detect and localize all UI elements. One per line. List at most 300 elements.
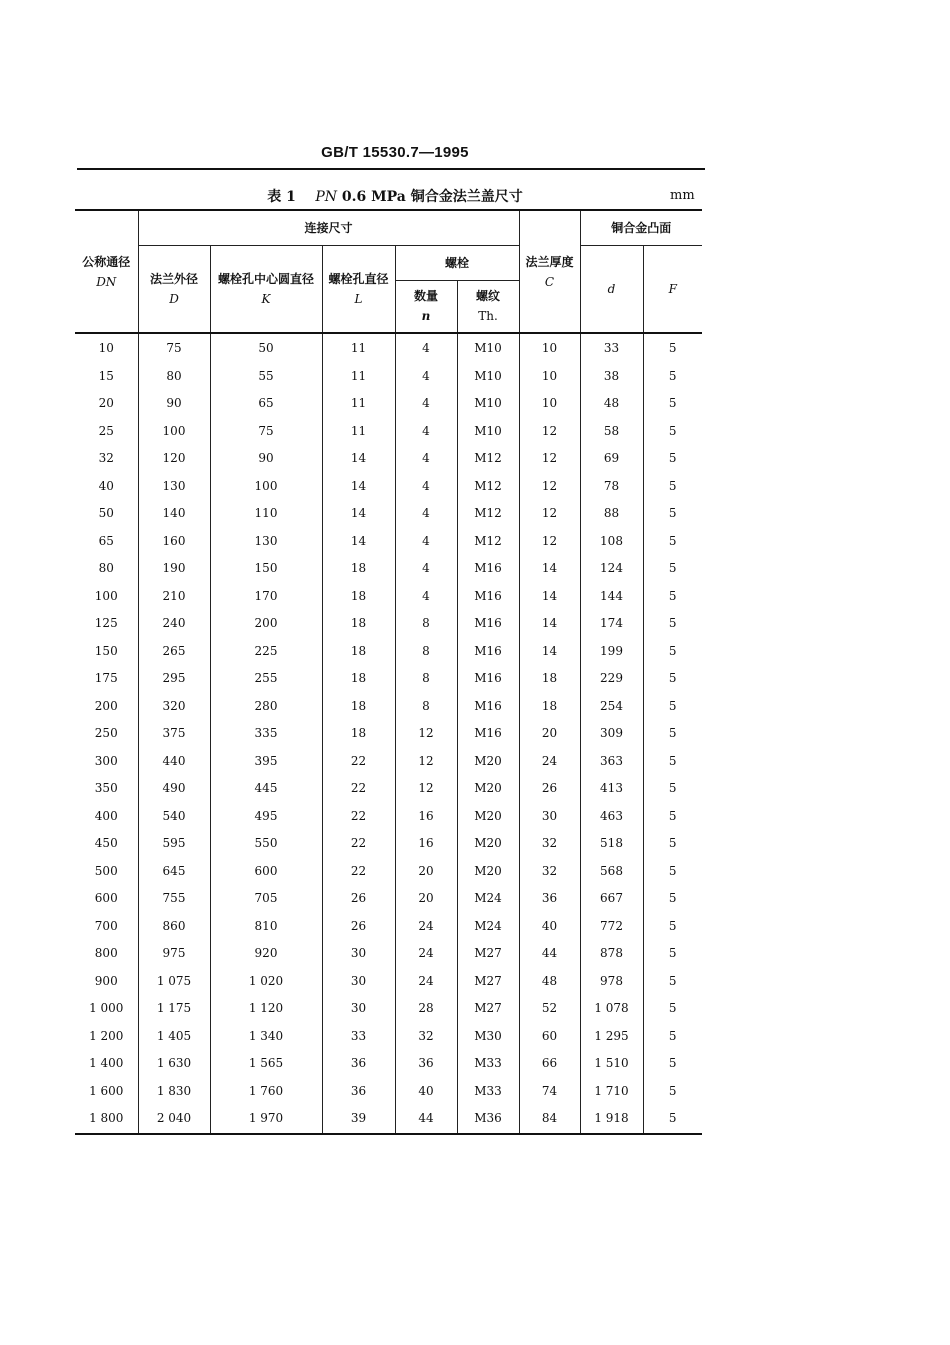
table-cell: 4 bbox=[395, 333, 457, 363]
table-cell: 2 040 bbox=[138, 1105, 210, 1134]
table-cell: 5 bbox=[643, 940, 702, 968]
table-cell: 88 bbox=[580, 500, 643, 528]
table-cell: 36 bbox=[519, 885, 580, 913]
header-rule bbox=[77, 168, 705, 170]
table-cell: 78 bbox=[580, 473, 643, 501]
table-cell: 66 bbox=[519, 1050, 580, 1078]
table-cell: 130 bbox=[210, 528, 322, 556]
table-cell: 160 bbox=[138, 528, 210, 556]
table-cell: 4 bbox=[395, 528, 457, 556]
header-outer-d: 法兰外径 D bbox=[138, 245, 210, 333]
table-cell: 5 bbox=[643, 638, 702, 666]
table-cell: 44 bbox=[395, 1105, 457, 1134]
table-cell: 860 bbox=[138, 913, 210, 941]
table-cell: 26 bbox=[322, 913, 395, 941]
table-cell: 18 bbox=[322, 638, 395, 666]
table-row bbox=[75, 1078, 702, 1106]
table-cell: M16 bbox=[457, 555, 519, 583]
table-cell: 22 bbox=[322, 803, 395, 831]
table-cell: 5 bbox=[643, 858, 702, 886]
table-row bbox=[75, 333, 702, 363]
table-cell: 363 bbox=[580, 748, 643, 776]
table-cell: 5 bbox=[643, 333, 702, 363]
table-cell: 400 bbox=[75, 803, 138, 831]
table-cell: 48 bbox=[580, 390, 643, 418]
header-connection: 连接尺寸 bbox=[138, 210, 519, 245]
table-cell: 39 bbox=[322, 1105, 395, 1134]
table-cell: 22 bbox=[322, 858, 395, 886]
table-cell: 5 bbox=[643, 803, 702, 831]
table-row bbox=[75, 995, 702, 1023]
table-cell: 10 bbox=[519, 363, 580, 391]
table-cell: 1 565 bbox=[210, 1050, 322, 1078]
table-cell: 28 bbox=[395, 995, 457, 1023]
table-cell: 5 bbox=[643, 445, 702, 473]
table-cell: 495 bbox=[210, 803, 322, 831]
table-cell: 124 bbox=[580, 555, 643, 583]
table-cell: 550 bbox=[210, 830, 322, 858]
table-row bbox=[75, 363, 702, 391]
table-cell: 5 bbox=[643, 913, 702, 941]
table-body bbox=[75, 333, 702, 1134]
table-cell: 450 bbox=[75, 830, 138, 858]
table-cell: 5 bbox=[643, 665, 702, 693]
table-cell: 175 bbox=[75, 665, 138, 693]
table-cell: 4 bbox=[395, 500, 457, 528]
table-cell: 5 bbox=[643, 528, 702, 556]
table-cell: 90 bbox=[138, 390, 210, 418]
table-cell: 12 bbox=[395, 748, 457, 776]
header-bolt-hole: 螺栓孔直径 L bbox=[322, 245, 395, 333]
table-cell: 199 bbox=[580, 638, 643, 666]
table-row bbox=[75, 528, 702, 556]
table-cell: M10 bbox=[457, 333, 519, 363]
header-bolt-circle: 螺栓孔中心圆直径 K bbox=[210, 245, 322, 333]
table-row bbox=[75, 445, 702, 473]
table-cell: 225 bbox=[210, 638, 322, 666]
table-row bbox=[75, 830, 702, 858]
table-cell: 120 bbox=[138, 445, 210, 473]
header-thread: 螺纹 Th. bbox=[457, 280, 519, 333]
table-row bbox=[75, 665, 702, 693]
table-row bbox=[75, 968, 702, 996]
table-cell: 900 bbox=[75, 968, 138, 996]
table-row bbox=[75, 1023, 702, 1051]
table-cell: M30 bbox=[457, 1023, 519, 1051]
table-cell: 36 bbox=[322, 1050, 395, 1078]
table-cell: 1 710 bbox=[580, 1078, 643, 1106]
table-cell: 5 bbox=[643, 1105, 702, 1134]
table-cell: 200 bbox=[75, 693, 138, 721]
table-cell: M20 bbox=[457, 803, 519, 831]
table-row bbox=[75, 913, 702, 941]
table-row bbox=[75, 610, 702, 638]
table-cell: M10 bbox=[457, 418, 519, 446]
table-cell: 50 bbox=[75, 500, 138, 528]
table-cell: 30 bbox=[322, 940, 395, 968]
table-cell: 8 bbox=[395, 610, 457, 638]
table-row bbox=[75, 803, 702, 831]
table-cell: 600 bbox=[75, 885, 138, 913]
table-cell: 4 bbox=[395, 445, 457, 473]
table-cell: 140 bbox=[138, 500, 210, 528]
table-cell: 254 bbox=[580, 693, 643, 721]
table-cell: 5 bbox=[643, 390, 702, 418]
table-cell: M24 bbox=[457, 913, 519, 941]
table-row bbox=[75, 500, 702, 528]
table-cell: M20 bbox=[457, 858, 519, 886]
table-cell: M16 bbox=[457, 638, 519, 666]
table-title-pn: PN bbox=[315, 189, 338, 205]
table-cell: M12 bbox=[457, 445, 519, 473]
table-cell: 74 bbox=[519, 1078, 580, 1106]
table-cell: 1 760 bbox=[210, 1078, 322, 1106]
table-cell: 55 bbox=[210, 363, 322, 391]
table-cell: 878 bbox=[580, 940, 643, 968]
table-cell: 265 bbox=[138, 638, 210, 666]
table-title: 0.6 MPa 铜合金法兰盖尺寸 bbox=[337, 189, 523, 205]
table-cell: 14 bbox=[519, 610, 580, 638]
table-cell: 170 bbox=[210, 583, 322, 611]
table-row bbox=[75, 583, 702, 611]
table-cell: 1 000 bbox=[75, 995, 138, 1023]
table-cell: M16 bbox=[457, 720, 519, 748]
table-cell: 280 bbox=[210, 693, 322, 721]
table-cell: M12 bbox=[457, 473, 519, 501]
table-row bbox=[75, 555, 702, 583]
table-cell: 595 bbox=[138, 830, 210, 858]
table-cell: 1 078 bbox=[580, 995, 643, 1023]
table-cell: 1 405 bbox=[138, 1023, 210, 1051]
table-cell: 5 bbox=[643, 583, 702, 611]
table-cell: 150 bbox=[210, 555, 322, 583]
table-cell: 5 bbox=[643, 1023, 702, 1051]
table-cell: 1 295 bbox=[580, 1023, 643, 1051]
table-cell: 540 bbox=[138, 803, 210, 831]
table-cell: M33 bbox=[457, 1050, 519, 1078]
table-cell: 1 175 bbox=[138, 995, 210, 1023]
table-cell: M27 bbox=[457, 940, 519, 968]
table-cell: 5 bbox=[643, 500, 702, 528]
table-cell: 32 bbox=[519, 858, 580, 886]
table-cell: M20 bbox=[457, 775, 519, 803]
table-cell: 26 bbox=[519, 775, 580, 803]
table-cell: 500 bbox=[75, 858, 138, 886]
header-f: F bbox=[643, 245, 702, 333]
table-cell: 10 bbox=[75, 333, 138, 363]
table-cell: 11 bbox=[322, 363, 395, 391]
table-cell: 20 bbox=[75, 390, 138, 418]
table-cell: 150 bbox=[75, 638, 138, 666]
table-cell: 8 bbox=[395, 693, 457, 721]
table-cell: 44 bbox=[519, 940, 580, 968]
table-cell: 229 bbox=[580, 665, 643, 693]
table-cell: 14 bbox=[519, 638, 580, 666]
header-d: d bbox=[580, 245, 643, 333]
table-cell: 4 bbox=[395, 583, 457, 611]
table-cell: 1 400 bbox=[75, 1050, 138, 1078]
table-cell: 1 800 bbox=[75, 1105, 138, 1134]
table-cell: 645 bbox=[138, 858, 210, 886]
table-cell: 1 918 bbox=[580, 1105, 643, 1134]
table-cell: 90 bbox=[210, 445, 322, 473]
table-cell: 14 bbox=[519, 555, 580, 583]
table-cell: 1 020 bbox=[210, 968, 322, 996]
table-cell: 144 bbox=[580, 583, 643, 611]
table-cell: 240 bbox=[138, 610, 210, 638]
table-cell: M33 bbox=[457, 1078, 519, 1106]
table-cell: 32 bbox=[395, 1023, 457, 1051]
table-cell: 295 bbox=[138, 665, 210, 693]
table-cell: 700 bbox=[75, 913, 138, 941]
table-cell: 300 bbox=[75, 748, 138, 776]
table-cell: M10 bbox=[457, 390, 519, 418]
table-row bbox=[75, 885, 702, 913]
table-cell: 38 bbox=[580, 363, 643, 391]
table-cell: 12 bbox=[519, 500, 580, 528]
table-cell: 40 bbox=[519, 913, 580, 941]
table-cell: 5 bbox=[643, 418, 702, 446]
table-cell: 18 bbox=[322, 555, 395, 583]
table-cell: 18 bbox=[322, 720, 395, 748]
table-cell: 58 bbox=[580, 418, 643, 446]
table-cell: 4 bbox=[395, 363, 457, 391]
table-row bbox=[75, 693, 702, 721]
table-cell: 11 bbox=[322, 390, 395, 418]
table-cell: 320 bbox=[138, 693, 210, 721]
table-cell: 20 bbox=[395, 858, 457, 886]
table-cell: 5 bbox=[643, 363, 702, 391]
table-cell: 15 bbox=[75, 363, 138, 391]
table-cell: 30 bbox=[322, 995, 395, 1023]
table-cell: 100 bbox=[138, 418, 210, 446]
table-cell: 12 bbox=[519, 473, 580, 501]
table-cell: 36 bbox=[395, 1050, 457, 1078]
table-cell: 48 bbox=[519, 968, 580, 996]
table-cell: 33 bbox=[580, 333, 643, 363]
table-cell: 130 bbox=[138, 473, 210, 501]
table-cell: 174 bbox=[580, 610, 643, 638]
table-cell: 10 bbox=[519, 333, 580, 363]
table-cell: 14 bbox=[322, 445, 395, 473]
table-row bbox=[75, 775, 702, 803]
table-cell: 1 830 bbox=[138, 1078, 210, 1106]
table-cell: 100 bbox=[75, 583, 138, 611]
table-cell: 22 bbox=[322, 775, 395, 803]
table-cell: 705 bbox=[210, 885, 322, 913]
table-cell: 50 bbox=[210, 333, 322, 363]
table-cell: 18 bbox=[519, 665, 580, 693]
table-label: 表 1 bbox=[267, 189, 296, 205]
unit-label: mm bbox=[670, 188, 695, 203]
table-cell: 5 bbox=[643, 995, 702, 1023]
table-cell: 11 bbox=[322, 333, 395, 363]
table-cell: 14 bbox=[322, 473, 395, 501]
table-cell: 12 bbox=[519, 418, 580, 446]
table-cell: 20 bbox=[519, 720, 580, 748]
table-cell: 60 bbox=[519, 1023, 580, 1051]
table-cell: 518 bbox=[580, 830, 643, 858]
table-cell: 5 bbox=[643, 693, 702, 721]
table-cell: 10 bbox=[519, 390, 580, 418]
table-cell: M27 bbox=[457, 995, 519, 1023]
table-cell: 24 bbox=[395, 913, 457, 941]
header-dn: 公称通径 DN bbox=[75, 210, 138, 333]
table-cell: 16 bbox=[395, 803, 457, 831]
table-cell: 69 bbox=[580, 445, 643, 473]
table-cell: 5 bbox=[643, 610, 702, 638]
table-cell: 5 bbox=[643, 830, 702, 858]
table-cell: 5 bbox=[643, 775, 702, 803]
table-cell: 978 bbox=[580, 968, 643, 996]
table-cell: 350 bbox=[75, 775, 138, 803]
table-row bbox=[75, 748, 702, 776]
table-cell: 335 bbox=[210, 720, 322, 748]
table-cell: 568 bbox=[580, 858, 643, 886]
table-cell: 309 bbox=[580, 720, 643, 748]
table-cell: 250 bbox=[75, 720, 138, 748]
table-cell: 1 340 bbox=[210, 1023, 322, 1051]
table-cell: 210 bbox=[138, 583, 210, 611]
table-cell: 24 bbox=[395, 940, 457, 968]
table-cell: 800 bbox=[75, 940, 138, 968]
table-cell: M20 bbox=[457, 748, 519, 776]
header-raised-face: 铜合金凸面 bbox=[580, 210, 702, 245]
table-cell: 80 bbox=[138, 363, 210, 391]
table-cell: 772 bbox=[580, 913, 643, 941]
table-cell: 125 bbox=[75, 610, 138, 638]
table-cell: M12 bbox=[457, 528, 519, 556]
table-cell: 440 bbox=[138, 748, 210, 776]
table-cell: 18 bbox=[322, 693, 395, 721]
table-cell: 20 bbox=[395, 885, 457, 913]
table-cell: 108 bbox=[580, 528, 643, 556]
table-cell: 8 bbox=[395, 665, 457, 693]
table-cell: 14 bbox=[322, 500, 395, 528]
table-row bbox=[75, 1105, 702, 1134]
table-cell: 975 bbox=[138, 940, 210, 968]
standard-number: GB/T 15530.7—1995 bbox=[321, 144, 469, 161]
table-cell: M20 bbox=[457, 830, 519, 858]
header-thickness: 法兰厚度 C bbox=[519, 210, 580, 333]
table-row bbox=[75, 720, 702, 748]
table-cell: 25 bbox=[75, 418, 138, 446]
table-row bbox=[75, 638, 702, 666]
table-cell: 1 600 bbox=[75, 1078, 138, 1106]
table-cell: 5 bbox=[643, 748, 702, 776]
table-cell: 4 bbox=[395, 555, 457, 583]
table-row bbox=[75, 390, 702, 418]
table-cell: 5 bbox=[643, 1078, 702, 1106]
table-cell: M27 bbox=[457, 968, 519, 996]
table-cell: 755 bbox=[138, 885, 210, 913]
table-row bbox=[75, 418, 702, 446]
table-cell: 395 bbox=[210, 748, 322, 776]
table-cell: 1 120 bbox=[210, 995, 322, 1023]
table-row bbox=[75, 473, 702, 501]
table-cell: 5 bbox=[643, 720, 702, 748]
table-cell: 22 bbox=[322, 748, 395, 776]
flange-dimensions-table bbox=[75, 209, 702, 1135]
table-cell: 1 510 bbox=[580, 1050, 643, 1078]
table-cell: 22 bbox=[322, 830, 395, 858]
table-cell: 5 bbox=[643, 1050, 702, 1078]
table-cell: 667 bbox=[580, 885, 643, 913]
table-cell: 810 bbox=[210, 913, 322, 941]
table-cell: 65 bbox=[210, 390, 322, 418]
table-cell: 375 bbox=[138, 720, 210, 748]
table-cell: 255 bbox=[210, 665, 322, 693]
table-cell: 190 bbox=[138, 555, 210, 583]
table-cell: 65 bbox=[75, 528, 138, 556]
table-cell: 1 200 bbox=[75, 1023, 138, 1051]
table-cell: 32 bbox=[75, 445, 138, 473]
table-cell: 18 bbox=[322, 583, 395, 611]
table-cell: 30 bbox=[519, 803, 580, 831]
table-cell: 1 970 bbox=[210, 1105, 322, 1134]
table-cell: 24 bbox=[395, 968, 457, 996]
table-cell: 463 bbox=[580, 803, 643, 831]
table-cell: 18 bbox=[322, 610, 395, 638]
table-cell: 40 bbox=[395, 1078, 457, 1106]
table-cell: 490 bbox=[138, 775, 210, 803]
table-cell: M24 bbox=[457, 885, 519, 913]
table-cell: M16 bbox=[457, 583, 519, 611]
table-cell: 445 bbox=[210, 775, 322, 803]
table-cell: 4 bbox=[395, 473, 457, 501]
table-cell: 1 630 bbox=[138, 1050, 210, 1078]
table-cell: 5 bbox=[643, 968, 702, 996]
table-cell: M36 bbox=[457, 1105, 519, 1134]
table-cell: 26 bbox=[322, 885, 395, 913]
table-cell: 18 bbox=[322, 665, 395, 693]
table-cell: 84 bbox=[519, 1105, 580, 1134]
table-cell: 14 bbox=[519, 583, 580, 611]
table-cell: 30 bbox=[322, 968, 395, 996]
table-cell: 413 bbox=[580, 775, 643, 803]
table-cell: 33 bbox=[322, 1023, 395, 1051]
table-row bbox=[75, 940, 702, 968]
table-cell: 12 bbox=[519, 445, 580, 473]
table-cell: 40 bbox=[75, 473, 138, 501]
table-cell: M12 bbox=[457, 500, 519, 528]
table-cell: 12 bbox=[395, 720, 457, 748]
header-bolt: 螺栓 bbox=[395, 245, 519, 280]
table-cell: 5 bbox=[643, 473, 702, 501]
table-cell: 4 bbox=[395, 390, 457, 418]
table-cell: 75 bbox=[138, 333, 210, 363]
table-cell: 5 bbox=[643, 555, 702, 583]
table-cell: M16 bbox=[457, 610, 519, 638]
table-cell: 1 075 bbox=[138, 968, 210, 996]
table-cell: 4 bbox=[395, 418, 457, 446]
table-cell: 32 bbox=[519, 830, 580, 858]
table-cell: 5 bbox=[643, 885, 702, 913]
table-cell: 16 bbox=[395, 830, 457, 858]
table-cell: 24 bbox=[519, 748, 580, 776]
table-cell: M16 bbox=[457, 665, 519, 693]
table-cell: 80 bbox=[75, 555, 138, 583]
table-cell: 52 bbox=[519, 995, 580, 1023]
table-cell: 36 bbox=[322, 1078, 395, 1106]
table-cell: M10 bbox=[457, 363, 519, 391]
table-cell: 12 bbox=[519, 528, 580, 556]
table-cell: 600 bbox=[210, 858, 322, 886]
table-cell: 18 bbox=[519, 693, 580, 721]
table-cell: 12 bbox=[395, 775, 457, 803]
table-row bbox=[75, 858, 702, 886]
table-cell: 100 bbox=[210, 473, 322, 501]
